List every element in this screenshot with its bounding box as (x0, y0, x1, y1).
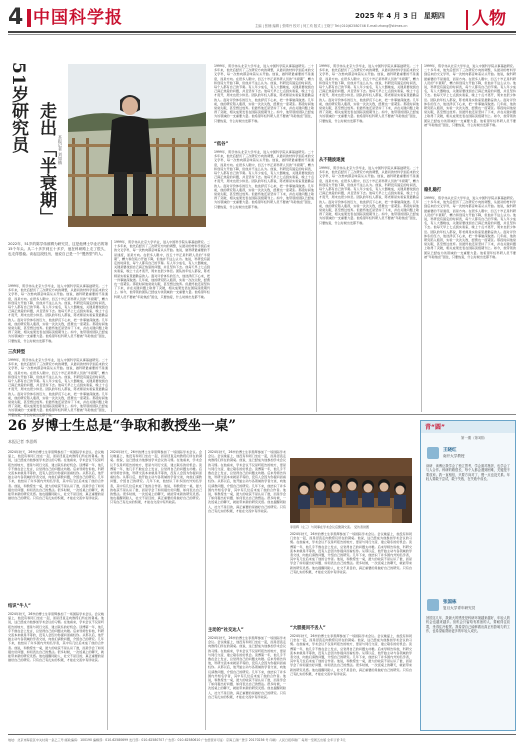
photo-group-dinner (290, 458, 412, 523)
article2-body-col3a: 2024年秋天，26岁的博士生李思辉参加了一场国际学术会议。会议晚宴上，他没有和同门坐在一起，而是径直走向教授们所在的餐桌。他说，这已经成为他参加学术会议的习惯。在他看来，学术会议不仅是听报告的地方，更是与同行交流、建立联系的好机会。读博第一年，他几乎不敢在会上发言，总觉得自己的问题太幼稚。后来导师告诉他，科研交流本来就是平等的，没有人会因为你提问而看轻你。从那以后，他开始主动与各领域的学者交谈，向他们请教问题，介绍自己的研究。几年下来，他结识了许多国内外知名学者，其中有几位后来成了他的合作者。他说，和教授坐一桌，最大的收获不是认识了谁，而是学会了如何提出好问题、如何表达自己的想法。很多时候，一次饭桌上的聊天，就能带来新的研究灵感。他也提醒同龄人，社交不是目的，真正重要的是做好自己的研究。只有自己有扎实的积累，才能在交流中有所收获。 (208, 450, 286, 513)
article1-body-col5a: 1999年，陈学伟从北京大学毕业，进入中国科学院从事基础研究。二十多年来，他先后经历了三次研究方向的调整，从最初的材料学到后来的交叉学科，每一次转向都意味着从头开始。他说，做科研最重要的不是速度，而是方向。在很多人眼中，四五十岁正是科研人员的“半衰期”，精力和创造力开始下降，但他并不这么认为。他说，科研没有固定的时间表，每个人都有自己的节奏。有人年少成名，有人大器晚成，关键是要找到自己真正热爱的问题，并且坚持下去。他每天早上七点到实验室，晚上十点才离开，周末也很少休息。团队的年轻人都说，陈老师是实验室里最勤奋的人。面对评价体系的压力，他选择沉下心来，把一件事做深做透。几年前，他的研究陷入瓶颈，实验一次次失败，经费也一度紧张。那段时间他常常失眠，甚至想过放弃。但最终他还是坚持了下来，并在关键问题上取得了突破，相关成果发表在国际顶级期刊上。如今，他带领的团队已经成为该领域的一支重要力量。他希望年轻科研人员不要被“年龄焦虑”困住，只要热爱，什么时候出发都不晚。 (424, 64, 516, 127)
article1-subhead-1: 三次转型 (8, 350, 26, 355)
page-number: 4 (8, 5, 24, 30)
col-rule (205, 450, 206, 730)
col-rule (107, 450, 108, 730)
article2-photo (290, 458, 412, 523)
sidebar-avatar-2 (427, 599, 439, 611)
section-title: 人物 (472, 9, 506, 29)
article1-body-col2: 1999年，陈学伟从北京大学毕业，进入中国科学院从事基础研究。二十多年来，他先后经历了三次研究方向的调整，从最初的材料学到后来的交叉学科，每一次转向都意味着从头开始。他说，做科研最重要的不是速度，而是方向。在很多人眼中，四五十岁正是科研人员的“半衰期”，精力和创造力开始下降，但他并不这么认为。他说，科研没有固定的时间表，每个人都有自己的节奏。有人年少成名，有人大器晚成，关键是要找到自己真正热爱的问题，并且坚持下去。他每天早上七点到实验室，晚上十点才离开，周末也很少休息。团队的年轻人都说，陈老师是实验室里最勤奋的人。面对评价体系的压力，他选择沉下心来，把一件事做深做透。几年前，他的研究陷入瓶颈，实验一次次失败，经费也一度紧张。那段时间他常常失眠，甚至想过放弃。但最终他还是坚持了下来，并在关键问题上取得了突破，相关成果发表在国际顶级期刊上。如今，他带领的团队已经成为该领域的一支重要力量。他希望年轻科研人员不要被“年龄焦虑”困住，只要热爱，什么时候出发都不晚。 (114, 240, 210, 299)
editor-line: 主编 | 张楠 编辑 | 张晴丹 校对 | 何工劝 版式 | 王晓宁 Tel:(010)62580746 E-mail:zhang@stimes.cn (255, 24, 408, 28)
paper-name: 中国科学报 (33, 8, 123, 28)
article1-title-out: 走出 (36, 102, 56, 136)
sidebar-title: 青“圆” (425, 424, 445, 431)
article1-lead: 2022年，51岁的陈学伟被聘为研究员，这是他博士毕业后的第15个年头。从二十多岁到五十多岁，他在科研路上走了很久，也走得很稳。谈起这段经历，他说自己是一个“慢热型”的人。 (8, 242, 108, 256)
section-divider (466, 10, 468, 30)
header-rule-thin (8, 34, 516, 35)
article2-body-col4b: 2024年秋天，26岁的博士生李思辉参加了一场国际学术会议。会议晚宴上，他没有和同门坐在一起，而是径直走向教授们所在的餐桌。他说，这已经成为他参加学术会议的习惯。在他看来，学术会议不仅是听报告的地方，更是与同行交流、建立联系的好机会。读博第一年，他几乎不敢在会上发言，总觉得自己的问题太幼稚。后来导师告诉他，科研交流本来就是平等的，没有人会因为你提问而看轻你。从那以后，他开始主动与各领域的学者交谈，向他们请教问题，介绍自己的研究。几年下来，他结识了许多国内外知名学者，其中有几位后来成了他的合作者。他说，和教授坐一桌，最大的收获不是认识了谁，而是学会了如何提出好问题、如何表达自己的想法。很多时候，一次饭桌上的聊天，就能带来新的研究灵感。他也提醒同龄人，社交不是目的，真正重要的是做好自己的研究。只有自己有扎实的积累，才能在交流中有所收获。 (290, 634, 412, 676)
col-rule (316, 64, 317, 412)
article2-body-col2: 2024年秋天，26岁的博士生李思辉参加了一场国际学术会议。会议晚宴上，他没有和同门坐在一起，而是径直走向教授们所在的餐桌。他说，这已经成为他参加学术会议的习惯。在他看来，学术会议不仅是听报告的地方，更是与同行交流、建立联系的好机会。读博第一年，他几乎不敢在会上发言，总觉得自己的问题太幼稚。后来导师告诉他，科研交流本来就是平等的，没有人会因为你提问而看轻你。从那以后，他开始主动与各领域的学者交谈，向他们请教问题，介绍自己的研究。几年下来，他结识了许多国内外知名学者，其中有几位后来成了他的合作者。他说，和教授坐一桌，最大的收获不是认识了谁，而是学会了如何提出好问题、如何表达自己的想法。很多时候，一次饭桌上的聊天，就能带来新的研究灵感。他也提醒同龄人，社交不是目的，真正重要的是做好自己的研究。只有自己有扎实的积累，才能在交流中有所收获。 (110, 450, 202, 505)
article2-body-col4a: 2024年秋天，26岁的博士生李思辉参加了一场国际学术会议。会议晚宴上，他没有和同门坐在一起，而是径直走向教授们所在的餐桌。他说，这已经成为他参加学术会议的习惯。在他看来，学术会议不仅是听报告的地方，更是与同行交流、建立联系的好机会。读博第一年，他几乎不敢在会上发言，总觉得自己的问题太幼稚。后来导师告诉他，科研交流本来就是平等的，没有人会因为你提问而看轻你。从那以后，他开始主动与各领域的学者交谈，向他们请教问题，介绍自己的研究。几年下来，他结识了许多国内外知名学者，其中有几位后来成了他的合作者。他说，和教授坐一桌，最大的收获不是认识了谁，而是学会了如何提出好问题、如何表达自己的想法。很多时候，一次饭桌上的聊天，就能带来新的研究灵感。他也提醒同龄人，社交不是目的，真正重要的是做好自己的研究。只有自己有扎实的积累，才能在交流中有所收获。 (290, 532, 412, 574)
article2-photo-caption: 李思辉（左三）与同事在学术会议后聚餐交流。 受访者供图 (290, 525, 369, 529)
article2-byline: 本报记者 李思辉 (8, 439, 38, 444)
article2-subhead-2: 主动的“社交达人” (208, 628, 244, 633)
header-rule (8, 31, 516, 33)
article1-body-col3a: 1999年，陈学伟从北京大学毕业，进入中国科学院从事基础研究。二十多年来，他先后经历了三次研究方向的调整，从最初的材料学到后来的交叉学科，每一次转向都意味着从头开始。他说，做科研最重要的不是速度，而是方向。在很多人眼中，四五十岁正是科研人员的“半衰期”，精力和创造力开始下降，但他并不这么认为。他说，科研没有固定的时间表，每个人都有自己的节奏。有人年少成名，有人大器晚成，关键是要找到自己真正热爱的问题，并且坚持下去。他每天早上七点到实验室，晚上十点才离开，周末也很少休息。团队的年轻人都说，陈老师是实验室里最勤奋的人。面对评价体系的压力，他选择沉下心来，把一件事做深做透。几年前，他的研究陷入瓶颈，实验一次次失败，经费也一度紧张。那段时间他常常失眠，甚至想过放弃。但最终他还是坚持了下来，并在关键问题上取得了突破，相关成果发表在国际顶级期刊上。如今，他带领的团队已经成为该领域的一支重要力量。他希望年轻科研人员不要被“年龄焦虑”困住，只要热爱，什么时候出发都不晚。 (214, 64, 314, 123)
col-rule (111, 240, 112, 412)
weekday-text: 星期四 (423, 12, 445, 20)
article1-title-age: 51岁 (8, 62, 28, 103)
sidebar-person1-text: 读研、读博让我学会了独立思考，学会面对挫折，也学会了与人合作。科研的路很长，每个人都会遇到困难，关键是不要放弃。我一直相信，只要方向对了，慢一点也没关系。年轻人要敢于尝试，敢于失败，在失败中成长。 (426, 464, 510, 482)
sidebar-subtitle: 第一期（第3期） (461, 436, 487, 440)
article2-body-col1a: 2024年秋天，26岁的博士生李思辉参加了一场国际学术会议。会议晚宴上，他没有和同门坐在一起，而是径直走向教授们所在的餐桌。他说，这已经成为他参加学术会议的习惯。在他看来，学术会议不仅是听报告的地方，更是与同行交流、建立联系的好机会。读博第一年，他几乎不敢在会上发言，总觉得自己的问题太幼稚。后来导师告诉他，科研交流本来就是平等的，没有人会因为你提问而看轻你。从那以后，他开始主动与各领域的学者交谈，向他们请教问题，介绍自己的研究。几年下来，他结识了许多国内外知名学者，其中有几位后来成了他的合作者。他说，和教授坐一桌，最大的收获不是认识了谁，而是学会了如何提出好问题、如何表达自己的想法。很多时候，一次饭桌上的聊天，就能带来新的研究灵感。他也提醒同龄人，社交不是目的，真正重要的是做好自己的研究。只有自己有扎实的积累，才能在交流中有所收获。 (8, 450, 104, 501)
article1-byline: 本报记者 刘如楠 (58, 135, 63, 165)
sidebar-header (421, 421, 515, 433)
article1-subhead-3: 从不随波逐流 (319, 158, 345, 163)
date-text: 2025 年 4 月 3 日 (355, 12, 418, 20)
issue-date (355, 11, 445, 21)
article2-body-col3b: 2024年秋天，26岁的博士生李思辉参加了一场国际学术会议。会议晚宴上，他没有和同门坐在一起，而是径直走向教授们所在的餐桌。他说，这已经成为他参加学术会议的习惯。在他看来，学术会议不仅是听报告的地方，更是与同行交流、建立联系的好机会。读博第一年，他几乎不敢在会上发言，总觉得自己的问题太幼稚。后来导师告诉他，科研交流本来就是平等的，没有人会因为你提问而看轻你。从那以后，他开始主动与各领域的学者交谈，向他们请教问题，介绍自己的研究。几年下来，他结识了许多国内外知名学者，其中有几位后来成了他的合作者。他说，和教授坐一桌，最大的收获不是认识了谁，而是学会了如何提出好问题、如何表达自己的想法。很多时候，一次饭桌上的聊天，就能带来新的研究灵感。他也提醒同龄人，社交不是目的，真正重要的是做好自己的研究。只有自己有扎实的积累，才能在交流中有所收获。 (208, 636, 286, 699)
article1-body-col4a: 1999年，陈学伟从北京大学毕业，进入中国科学院从事基础研究。二十多年来，他先后经历了三次研究方向的调整，从最初的材料学到后来的交叉学科，每一次转向都意味着从头开始。他说，做科研最重要的不是速度，而是方向。在很多人眼中，四五十岁正是科研人员的“半衰期”，精力和创造力开始下降，但他并不这么认为。他说，科研没有固定的时间表，每个人都有自己的节奏。有人年少成名，有人大器晚成，关键是要找到自己真正热爱的问题，并且坚持下去。他每天早上七点到实验室，晚上十点才离开，周末也很少休息。团队的年轻人都说，陈老师是实验室里最勤奋的人。面对评价体系的压力，他选择沉下心来，把一件事做深做透。几年前，他的研究陷入瓶颈，实验一次次失败，经费也一度紧张。那段时间他常常失眠，甚至想过放弃。但最终他还是坚持了下来，并在关键问题上取得了突破，相关成果发表在国际顶级期刊上。如今，他带领的团队已经成为该领域的一支重要力量。他希望年轻科研人员不要被“年龄焦虑”困住，只要热爱，什么时候出发都不晚。 (319, 64, 419, 123)
sidebar-person2-role: 复旦大学青年研究员 (443, 606, 476, 610)
article1-body-col1: 1999年，陈学伟从北京大学毕业，进入中国科学院从事基础研究。二十多年来，他先后经历了三次研究方向的调整，从最初的材料学到后来的交叉学科，每一次转向都意味着从头开始。他说，做科研最重要的不是速度，而是方向。在很多人眼中，四五十岁正是科研人员的“半衰期”，精力和创造力开始下降，但他并不这么认为。他说，科研没有固定的时间表，每个人都有自己的节奏。有人年少成名，有人大器晚成，关键是要找到自己真正热爱的问题，并且坚持下去。他每天早上七点到实验室，晚上十点才离开，周末也很少休息。团队的年轻人都说，陈老师是实验室里最勤奋的人。面对评价体系的压力，他选择沉下心来，把一件事做深做透。几年前，他的研究陷入瓶颈，实验一次次失败，经费也一度紧张。那段时间他常常失眠，甚至想过放弃。但最终他还是坚持了下来，并在关键问题上取得了突破，相关成果发表在国际顶级期刊上。如今，他带领的团队已经成为该领域的一支重要力量。他希望年轻科研人员不要被“年龄焦虑”困住，只要热爱，什么时候出发都不晚。 (8, 284, 108, 343)
article2-body-col1b: 2024年秋天，26岁的博士生李思辉参加了一场国际学术会议。会议晚宴上，他没有和同门坐在一起，而是径直走向教授们所在的餐桌。他说，这已经成为他参加学术会议的习惯。在他看来，学术会议不仅是听报告的地方，更是与同行交流、建立联系的好机会。读博第一年，他几乎不敢在会上发言，总觉得自己的问题太幼稚。后来导师告诉他，科研交流本来就是平等的，没有人会因为你提问而看轻你。从那以后，他开始主动与各领域的学者交谈，向他们请教问题，介绍自己的研究。几年下来，他结识了许多国内外知名学者，其中有几位后来成了他的合作者。他说，和教授坐一桌，最大的收获不是认识了谁，而是学会了如何提出好问题、如何表达自己的想法。很多时候，一次饭桌上的聊天，就能带来新的研究灵感。他也提醒同龄人，社交不是目的，真正重要的是做好自己的研究。只有自己有扎实的积累，才能在交流中有所收获。 (8, 612, 104, 663)
article1-photo (68, 64, 206, 227)
article-separator (8, 414, 516, 415)
sidebar-person2-text: 回国这几年，我最大的感受是科研环境越来越好，年轻人的机会也越来越多。但机会只留给有准备的人，要耐得住寂寞，坐得住冷板凳。我希望自己能够做出真正有影响力的工作，也希望能帮助更多的年轻人成长。 (426, 616, 510, 634)
article2-subhead-1: 结识“牛人” (8, 604, 31, 609)
article1-body-col3b: 1999年，陈学伟从北京大学毕业，进入中国科学院从事基础研究。二十多年来，他先后经历了三次研究方向的调整，从最初的材料学到后来的交叉学科，每一次转向都意味着从头开始。他说，做科研最重要的不是速度，而是方向。在很多人眼中，四五十岁正是科研人员的“半衰期”，精力和创造力开始下降，但他并不这么认为。他说，科研没有固定的时间表，每个人都有自己的节奏。有人年少成名，有人大器晚成，关键是要找到自己真正热爱的问题，并且坚持下去。他每天早上七点到实验室，晚上十点才离开，周末也很少休息。团队的年轻人都说，陈老师是实验室里最勤奋的人。面对评价体系的压力，他选择沉下心来，把一件事做深做透。几年前，他的研究陷入瓶颈，实验一次次失败，经费也一度紧张。那段时间他常常失眠，甚至想过放弃。但最终他还是坚持了下来，并在关键问题上取得了突破，相关成果发表在国际顶级期刊上。如今，他带领的团队已经成为该领域的一支重要力量。他希望年轻科研人员不要被“年龄焦虑”困住，只要热爱，什么时候出发都不晚。 (214, 150, 314, 209)
article1-body-col5b: 1999年，陈学伟从北京大学毕业，进入中国科学院从事基础研究。二十多年来，他先后经历了三次研究方向的调整，从最初的材料学到后来的交叉学科，每一次转向都意味着从头开始。他说，做科研最重要的不是速度，而是方向。在很多人眼中，四五十岁正是科研人员的“半衰期”，精力和创造力开始下降，但他并不这么认为。他说，科研没有固定的时间表，每个人都有自己的节奏。有人年少成名，有人大器晚成，关键是要找到自己真正热爱的问题，并且坚持下去。他每天早上七点到实验室，晚上十点才离开，周末也很少休息。团队的年轻人都说，陈老师是实验室里最勤奋的人。面对评价体系的压力，他选择沉下心来，把一件事做深做透。几年前，他的研究陷入瓶颈，实验一次次失败，经费也一度紧张。那段时间他常常失眠，甚至想过放弃。但最终他还是坚持了下来，并在关键问题上取得了突破，相关成果发表在国际顶级期刊上。如今，他带领的团队已经成为该领域的一支重要力量。他希望年轻科研人员不要被“年龄焦虑”困住，只要热爱，什么时候出发都不晚。 (424, 196, 516, 259)
sidebar-box (420, 420, 516, 731)
sidebar-avatar-1 (427, 447, 439, 459)
sidebar-person1-name: 王晓红 (443, 448, 457, 453)
sidebar-person2-name: 张国栋 (443, 600, 457, 605)
article1-title-role: 研究员 (8, 102, 28, 153)
article1-body-col1b: 1999年，陈学伟从北京大学毕业，进入中国科学院从事基础研究。二十多年来，他先后经历了三次研究方向的调整，从最初的材料学到后来的交叉学科，每一次转向都意味着从头开始。他说，做科研最重要的不是速度，而是方向。在很多人眼中，四五十岁正是科研人员的“半衰期”，精力和创造力开始下降，但他并不这么认为。他说，科研没有固定的时间表，每个人都有自己的节奏。有人年少成名，有人大器晚成，关键是要找到自己真正热爱的问题，并且坚持下去。他每天早上七点到实验室，晚上十点才离开，周末也很少休息。团队的年轻人都说，陈老师是实验室里最勤奋的人。面对评价体系的压力，他选择沉下心来，把一件事做深做透。几年前，他的研究陷入瓶颈，实验一次次失败，经费也一度紧张。那段时间他常常失眠，甚至想过放弃。但最终他还是坚持了下来，并在关键问题上取得了突破，相关成果发表在国际顶级期刊上。如今，他带领的团队已经成为该领域的一支重要力量。他希望年轻科研人员不要被“年龄焦虑”困住， (8, 358, 108, 413)
sidebar-person1-role: 南开大学教授 (443, 454, 465, 458)
col-rule (421, 64, 422, 412)
photo-scene (68, 64, 206, 227)
article1-subhead-4: 稳扎稳打 (424, 188, 442, 193)
footer-rule (8, 734, 516, 735)
footer-text: 地址：北京市海淀区中关村南一条乙三号 邮政编码：100190 编辑部：010-62580699 发行部：010-62580707 广告部：010-62580610 广告经营许可证：京海工商广登字 20170236 号 印刷：人民日报印刷厂 每周一至周五出版 全年订价 3元 (8, 738, 346, 742)
paper-logo (27, 9, 31, 27)
article2-subhead-3: “大胆提问不丢人” (290, 626, 326, 631)
article1-body-col4b: 1999年，陈学伟从北京大学毕业，进入中国科学院从事基础研究。二十多年来，他先后经历了三次研究方向的调整，从最初的材料学到后来的交叉学科，每一次转向都意味着从头开始。他说，做科研最重要的不是速度，而是方向。在很多人眼中，四五十岁正是科研人员的“半衰期”，精力和创造力开始下降，但他并不这么认为。他说，科研没有固定的时间表，每个人都有自己的节奏。有人年少成名，有人大器晚成，关键是要找到自己真正热爱的问题，并且坚持下去。他每天早上七点到实验室，晚上十点才离开，周末也很少休息。团队的年轻人都说，陈老师是实验室里最勤奋的人。面对评价体系的压力，他选择沉下心来，把一件事做深做透。几年前，他的研究陷入瓶颈，实验一次次失败，经费也一度紧张。那段时间他常常失眠，甚至想过放弃。但最终他还是坚持了下来，并在关键问题上取得了突破，相关成果发表在国际顶级期刊上。如今，他带领的团队已经成为该领域的一支重要力量。他希望年轻科研人员不要被“年龄焦虑”困住，只要热爱，什么时候出发都不晚。 (319, 166, 419, 225)
article2-headline: 26 岁博士生总是“争取和教授坐一桌” (8, 418, 237, 434)
article1-subhead-2: “低谷” (214, 142, 229, 147)
article1-title-halflife: 「半衰期」 (36, 140, 56, 225)
